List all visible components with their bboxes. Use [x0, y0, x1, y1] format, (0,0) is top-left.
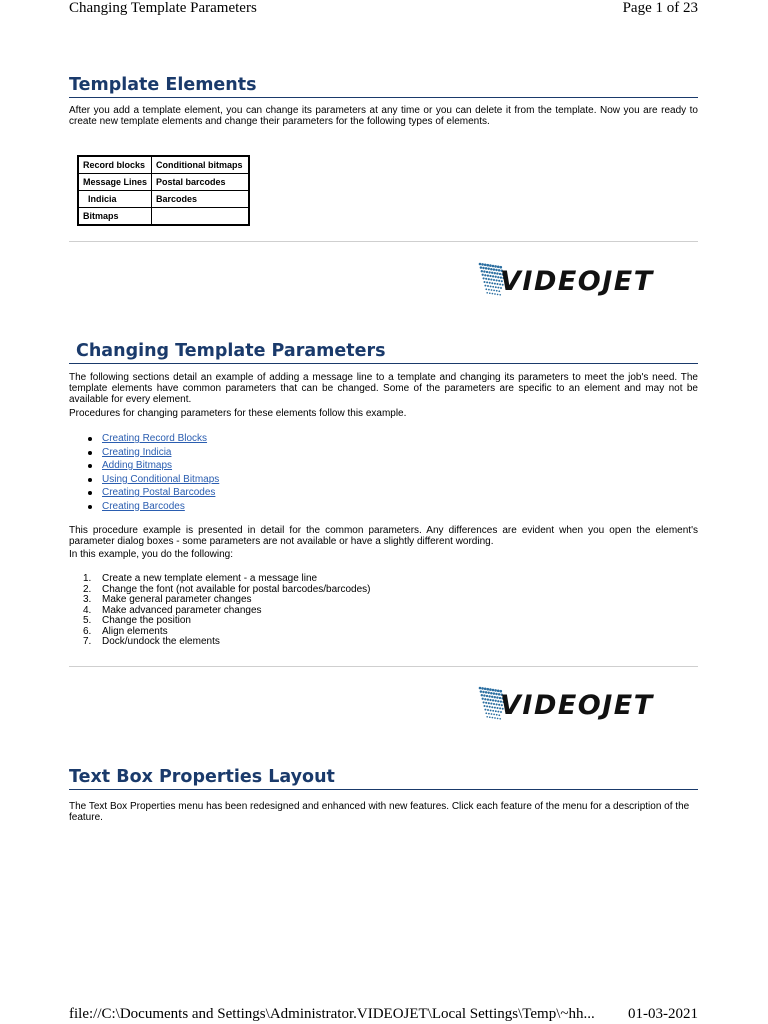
table-cell: Message Lines [78, 174, 152, 191]
bullet-icon [88, 464, 92, 468]
list-item: 3. Make general parameter changes [83, 594, 252, 605]
divider [69, 241, 698, 242]
table-cell: Postal barcodes [152, 174, 250, 191]
print-date: 01-03-2021 [628, 1006, 698, 1022]
table-row [78, 156, 249, 174]
bullet-icon [88, 451, 92, 455]
section-text-box-properties [69, 766, 698, 790]
table-cell: Record blocks [78, 156, 152, 174]
videojet-logo [478, 682, 700, 726]
list-item [69, 500, 698, 514]
paragraph: In this example, you do the following: [69, 549, 233, 560]
table-row [78, 191, 249, 208]
section-template-elements [69, 74, 698, 98]
steps-list-block [69, 574, 698, 648]
page-number: Page 1 of 23 [622, 0, 698, 16]
section2-paragraphs [69, 372, 698, 419]
link-adding-bitmaps[interactable]: Adding Bitmaps [102, 460, 173, 471]
paragraph: The following sections detail an example of adding a message line to a template and changing its parameters to meet the job's need. The template elements have common parameters that can be changed. Some of the parameters are specific to an element and may not be available for every element. [69, 372, 698, 405]
links-list [69, 432, 698, 513]
link-creating-indicia[interactable]: Creating Indicia [102, 446, 172, 458]
link-creating-postal-barcodes[interactable]: Creating Postal Barcodes [102, 487, 216, 498]
bullet-icon [88, 505, 92, 509]
list-item [69, 432, 698, 446]
element-types-table [77, 155, 250, 226]
videojet-logo [478, 258, 700, 302]
list-item [69, 459, 698, 473]
logo-text: VIDEOJET [500, 690, 654, 721]
link-using-conditional-bitmaps[interactable]: Using Conditional Bitmaps [102, 473, 220, 485]
logo-text: VIDEOJET [500, 266, 654, 297]
list-item: 1. Create a new template element - a message line [83, 573, 318, 584]
steps-list [69, 574, 698, 648]
link-creating-barcodes[interactable]: Creating Barcodes [102, 500, 185, 512]
table-cell: Conditional bitmaps [152, 156, 250, 174]
divider [69, 666, 698, 667]
links-list-block [69, 432, 698, 513]
link-creating-record-blocks[interactable]: Creating Record Blocks [102, 433, 208, 444]
bullet-icon [88, 478, 92, 482]
list-item: 2. Change the font (not available for postal barcodes/barcodes) [83, 583, 371, 595]
paragraph: Procedures for changing parameters for these elements follow this example. [69, 408, 407, 419]
list-item: 7. Dock/undock the elements [83, 636, 220, 647]
section-changing-parameters [69, 340, 698, 364]
file-path: file://C:\Documents and Settings\Administrator.VIDEOJET\Local Settings\Temp\~hh... [69, 1006, 595, 1022]
intro-paragraph: After you add a template element, you can change its parameters at any time or you can delete it from the template. Now you are ready to create new template elements and change their parameters for the following types of elements. [69, 105, 698, 127]
table-cell: Barcodes [152, 191, 250, 208]
paragraph: This procedure example is presented in detail for the common parameters. Any differences are evident when you open the element's parameter dialog boxes - some parameters are not available or have a slightly different wording. [69, 525, 698, 547]
list-item [69, 486, 698, 500]
list-item: 6. Align elements [83, 625, 168, 637]
heading-template-elements: Template Elements [69, 74, 698, 98]
intro-paragraph-block [69, 105, 698, 127]
header-title: Changing Template Parameters [69, 0, 257, 16]
bullet-icon [88, 491, 92, 495]
procedure-paragraphs [69, 525, 698, 560]
page-header [69, 0, 698, 18]
heading-changing-parameters: Changing Template Parameters [69, 340, 698, 364]
table-row [78, 174, 249, 191]
table-cell [152, 208, 250, 226]
heading-text-box-properties: Text Box Properties Layout [69, 766, 698, 790]
text-box-paragraph-block [69, 801, 698, 823]
table-row [78, 208, 249, 226]
list-item: 5. Change the position [83, 615, 191, 626]
list-item [69, 446, 698, 460]
page-footer [69, 1006, 698, 1024]
list-item [69, 473, 698, 487]
list-item: 4. Make advanced parameter changes [83, 604, 262, 616]
table-cell: Indicia [78, 191, 152, 208]
table-cell: Bitmaps [78, 208, 152, 226]
paragraph: The Text Box Properties menu has been redesigned and enhanced with new features. Click each feature of the menu for a description of the feature. [69, 801, 690, 823]
bullet-icon [88, 437, 92, 441]
